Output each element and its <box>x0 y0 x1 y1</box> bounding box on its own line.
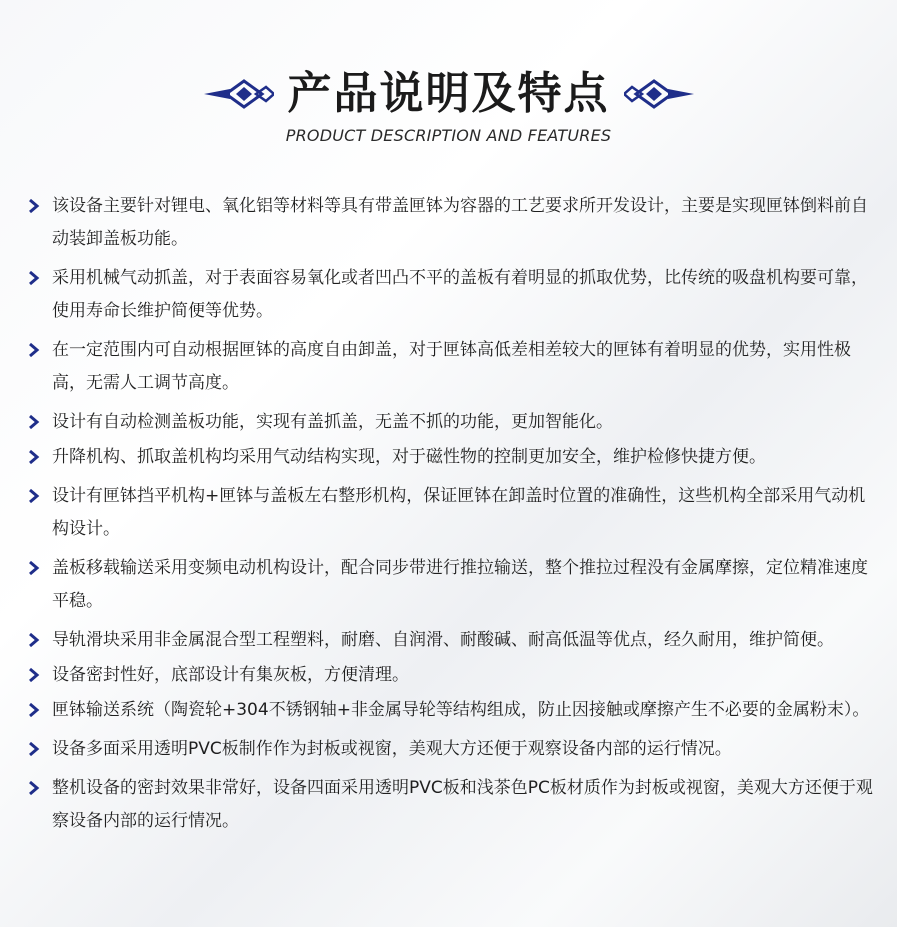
chevron-right-icon <box>26 630 42 650</box>
feature-item <box>24 694 874 727</box>
feature-text: 设计有匣钵挡平机构+匣钵与盖板左右整形机构，保证匣钵在卸盖时位置的准确性，这些机构全部采用气动机构设计。 <box>52 486 866 539</box>
feature-item <box>24 441 874 474</box>
chevron-right-icon <box>26 486 42 506</box>
feature-text: 盖板移载输送采用变频电动机构设计，配合同步带进行推拉输送，整个推拉过程没有金属摩擦，定位精准速度平稳。 <box>52 558 868 611</box>
feature-item <box>24 480 874 546</box>
feature-text: 升降机构、抓取盖机构均采用气动结构实现，对于磁性物的控制更加安全，维护检修快捷方便。 <box>52 447 766 467</box>
feature-text: 导轨滑块采用非金属混合型工程塑料，耐磨、自润滑、耐酸碱、耐高低温等优点，经久耐用，维护简便。 <box>52 630 834 650</box>
page-title: 产品说明及特点 <box>287 68 610 119</box>
chevron-right-icon <box>26 268 42 288</box>
feature-text: 在一定范围内可自动根据匣钵的高度自由卸盖，对于匣钵高低差相差较大的匣钵有着明显的优势，实用性极高，无需人工调节高度。 <box>52 340 851 393</box>
feature-item <box>24 406 874 439</box>
feature-text: 匣钵输送系统（陶瓷轮+304不锈钢轴+非金属导轮等结构组成，防止因接触或摩擦产生不必要的金属粉末）。 <box>52 700 870 720</box>
feature-item <box>24 552 874 618</box>
chevron-right-icon <box>26 700 42 720</box>
left-ornament-icon <box>204 77 274 111</box>
chevron-right-icon <box>26 447 42 467</box>
page-subtitle: PRODUCT DESCRIPTION AND FEATURES <box>285 126 612 145</box>
feature-item <box>24 733 874 766</box>
feature-item <box>24 190 874 256</box>
title-row <box>0 62 897 126</box>
chevron-right-icon <box>26 665 42 685</box>
chevron-right-icon <box>26 739 42 759</box>
chevron-right-icon <box>26 778 42 798</box>
chevron-right-icon <box>26 412 42 432</box>
feature-list <box>24 190 874 838</box>
feature-item <box>24 659 874 692</box>
feature-text: 设备密封性好，底部设计有集灰板，方便清理。 <box>52 665 409 685</box>
section-header <box>0 62 897 145</box>
feature-item <box>24 334 874 400</box>
chevron-right-icon <box>26 558 42 578</box>
feature-text: 设备多面采用透明PVC板制作作为封板或视窗，美观大方还便于观察设备内部的运行情况。 <box>52 739 732 759</box>
chevron-right-icon <box>26 196 42 216</box>
feature-text: 该设备主要针对锂电、氧化铝等材料等具有带盖匣钵为容器的工艺要求所开发设计，主要是实现匣钵倒料前自动装卸盖板功能。 <box>52 196 868 249</box>
right-ornament-icon <box>624 77 694 111</box>
feature-item <box>24 262 874 328</box>
feature-text: 整机设备的密封效果非常好，设备四面采用透明PVC板和浅茶色PC板材质作为封板或视窗，美观大方还便于观察设备内部的运行情况。 <box>52 778 873 831</box>
chevron-right-icon <box>26 340 42 360</box>
feature-item <box>24 624 874 657</box>
feature-text: 设计有自动检测盖板功能，实现有盖抓盖，无盖不抓的功能，更加智能化。 <box>52 412 613 432</box>
feature-item <box>24 772 874 838</box>
feature-text: 采用机械气动抓盖，对于表面容易氧化或者凹凸不平的盖板有着明显的抓取优势，比传统的吸盘机构要可靠，使用寿命长维护简便等优势。 <box>52 268 868 321</box>
